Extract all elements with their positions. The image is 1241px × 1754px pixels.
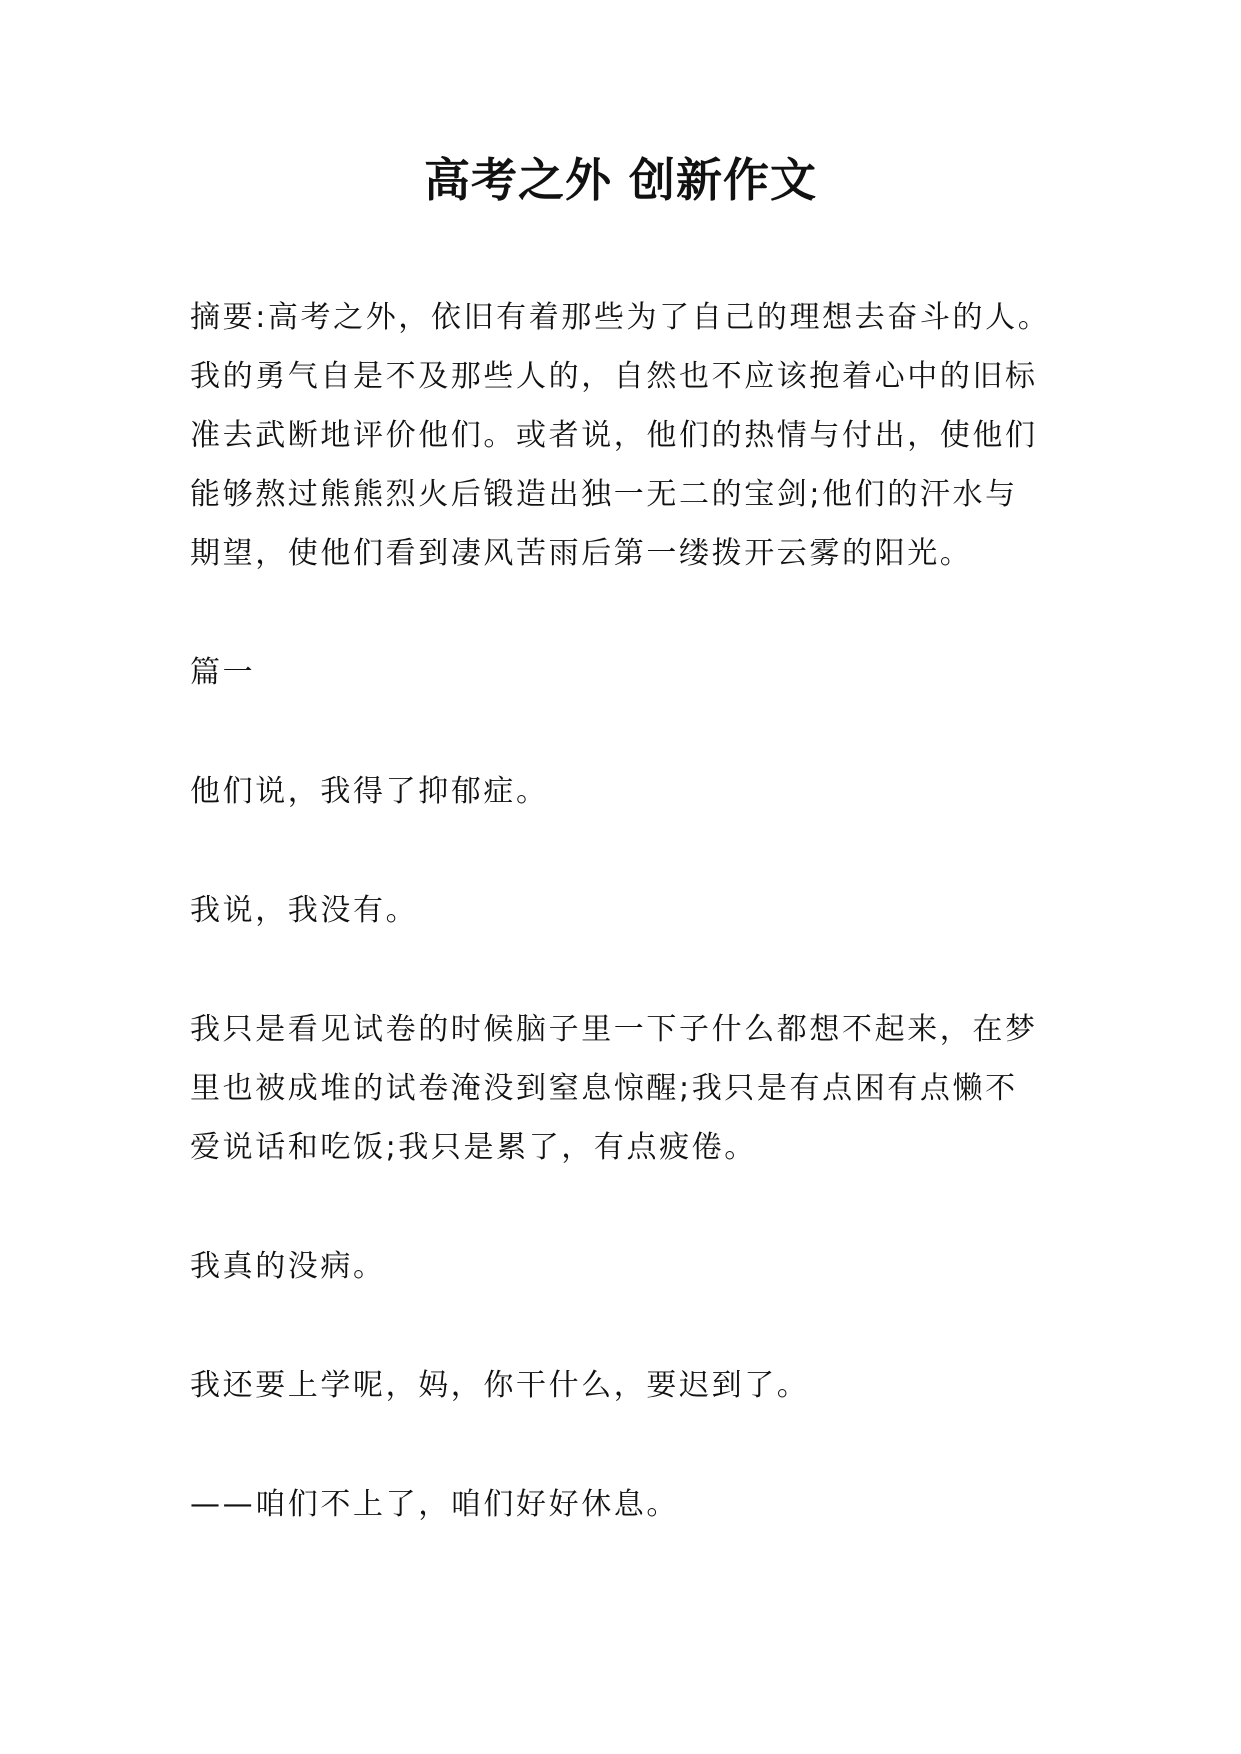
text-line: 篇一 bbox=[190, 655, 256, 690]
document-body bbox=[190, 288, 1070, 1594]
text-line: ——咱们不上了，咱们好好休息。 bbox=[190, 1487, 679, 1522]
abstract-paragraph bbox=[190, 288, 1070, 583]
paragraph bbox=[190, 881, 1070, 940]
text-line: 我的勇气自是不及那些人的，自然也不应该抱着心中的旧标 bbox=[190, 359, 1038, 394]
section-heading bbox=[190, 643, 1070, 702]
text-line: 我说，我没有。 bbox=[190, 893, 419, 928]
text-line: 他们说，我得了抑郁症。 bbox=[190, 774, 549, 809]
text-line: 能够熬过熊熊烈火后锻造出独一无二的宝剑;他们的汗水与 bbox=[190, 477, 1018, 512]
paragraph bbox=[190, 1356, 1070, 1415]
text-line: 期望，使他们看到凄风苦雨后第一缕拨开云雾的阳光。 bbox=[190, 536, 973, 571]
text-line: 我真的没病。 bbox=[190, 1249, 386, 1284]
paragraph bbox=[190, 1475, 1070, 1534]
text-line: 准去武断地评价他们。或者说，他们的热情与付出，使他们 bbox=[190, 418, 1038, 453]
text-line: 我只是看见试卷的时候脑子里一下子什么都想不起来，在梦 bbox=[190, 1012, 1038, 1047]
text-line: 里也被成堆的试卷淹没到窒息惊醒;我只是有点困有点懒不 bbox=[190, 1071, 1018, 1106]
paragraph bbox=[190, 1237, 1070, 1296]
page-title: 高考之外 创新作文 bbox=[423, 153, 817, 207]
text-line: 爱说话和吃饭;我只是累了，有点疲倦。 bbox=[190, 1130, 757, 1165]
text-line: 我还要上学呢，妈，你干什么，要迟到了。 bbox=[190, 1368, 810, 1403]
paragraph bbox=[190, 762, 1070, 821]
text-line: 摘要:高考之外，依旧有着那些为了自己的理想去奋斗的人。 bbox=[190, 300, 1051, 335]
paragraph bbox=[190, 1000, 1070, 1177]
